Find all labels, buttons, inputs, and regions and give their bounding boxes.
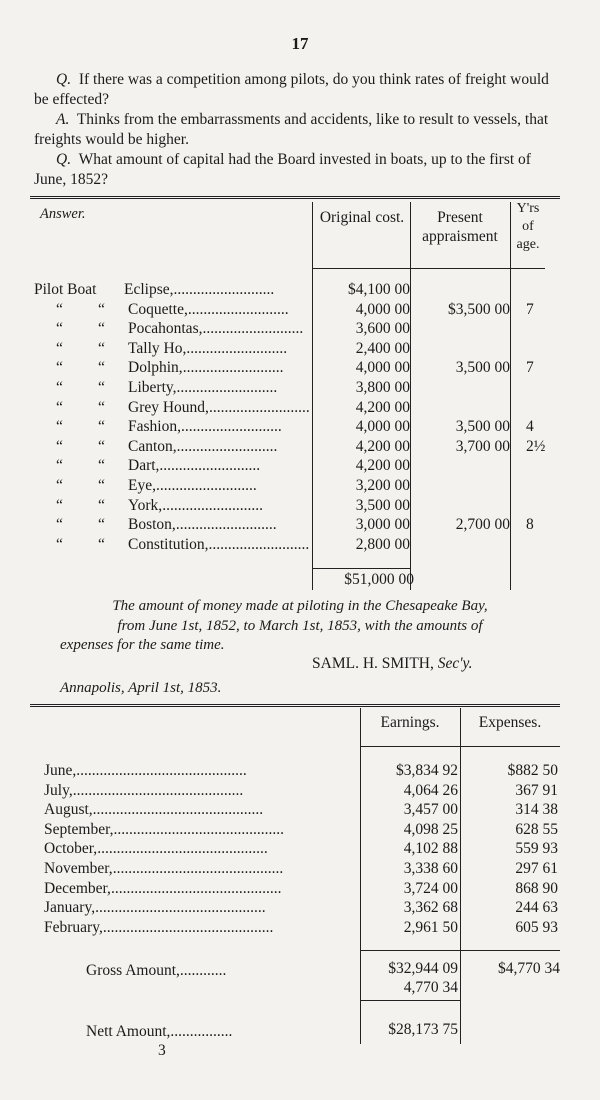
month-cell bbox=[44, 782, 356, 800]
leader-dots: .......................... bbox=[186, 339, 288, 357]
month-cell bbox=[44, 919, 356, 937]
ditto-mark: “ bbox=[56, 379, 63, 396]
ditto-mark: “ bbox=[98, 300, 105, 318]
qa-text: If there was a competition among pilots, do you think rates of freight would be effected? bbox=[34, 71, 549, 108]
qa-label: Q. bbox=[56, 71, 72, 88]
month-cell bbox=[44, 880, 356, 898]
boat-cost: 3,500 00 bbox=[355, 496, 410, 514]
table-row bbox=[0, 860, 600, 880]
header-rule bbox=[312, 268, 545, 269]
ditto-mark: “ bbox=[98, 339, 105, 357]
signature-title: Sec'y. bbox=[437, 655, 473, 672]
boat-appraisal: $3,500 00 bbox=[448, 300, 510, 318]
qa-label: A. bbox=[56, 111, 70, 128]
expenses-value: 559 93 bbox=[515, 840, 558, 858]
ditto-mark: “ bbox=[56, 359, 63, 377]
table-row bbox=[0, 919, 600, 939]
gross-label-text: Gross Amount, bbox=[86, 962, 180, 979]
qa-item bbox=[34, 70, 564, 110]
month-name: June, bbox=[44, 762, 77, 779]
earnings-value: 4,098 25 bbox=[403, 820, 458, 838]
boat-cost: 4,000 00 bbox=[355, 418, 410, 436]
expenses-value: $882 50 bbox=[507, 762, 558, 779]
qa-label: Q. bbox=[56, 151, 72, 168]
boat-name-text: Liberty, bbox=[128, 379, 177, 396]
table-row bbox=[0, 899, 600, 919]
table-row bbox=[0, 301, 600, 321]
note-line-1: The amount of money made at piloting in the Chesapeake Bay, bbox=[112, 598, 488, 614]
boat-name-text: Tally Ho, bbox=[128, 339, 187, 357]
table-row bbox=[0, 340, 600, 360]
earnings-value: 3,362 68 bbox=[403, 899, 458, 917]
leader-dots: ................ bbox=[170, 1023, 233, 1040]
leader-dots: .......................... bbox=[162, 496, 263, 514]
gross-earnings: $32,944 09 bbox=[388, 960, 458, 977]
table-row bbox=[0, 821, 600, 841]
place-date: Annapolis, April 1st, 1853. bbox=[60, 680, 222, 696]
month-cell bbox=[44, 821, 356, 839]
month-name: August, bbox=[44, 801, 93, 819]
ditto-mark: “ bbox=[56, 398, 63, 416]
note-line-3: expenses for the same time. bbox=[60, 637, 225, 653]
month-cell bbox=[44, 899, 356, 917]
expenses-value: 605 93 bbox=[515, 918, 558, 936]
month-cell bbox=[44, 840, 356, 858]
boat-appraisal: 3,500 00 bbox=[455, 418, 510, 436]
earnings-value: 4,064 26 bbox=[403, 781, 458, 799]
ditto-mark: “ bbox=[98, 535, 105, 553]
boat-appraisal: 3,700 00 bbox=[455, 437, 510, 455]
boat-age: 8 bbox=[526, 516, 534, 534]
table-rule-top bbox=[30, 704, 560, 709]
table-row bbox=[0, 359, 600, 379]
ditto-mark: “ bbox=[56, 437, 63, 455]
leader-dots: .......................... bbox=[176, 437, 278, 455]
boat-appraisal: 2,700 00 bbox=[455, 516, 510, 534]
boat-name-text: York, bbox=[128, 496, 163, 514]
ditto-mark: “ bbox=[56, 418, 63, 436]
boat-name bbox=[128, 320, 312, 338]
month-name: September, bbox=[44, 820, 114, 838]
leader-dots: ............................................ bbox=[97, 840, 268, 858]
table-row bbox=[0, 497, 600, 517]
month-name: February, bbox=[44, 918, 103, 936]
boat-name bbox=[128, 477, 312, 495]
nett-label bbox=[86, 1023, 232, 1041]
header-years-of-age: Y'rs of age. bbox=[516, 201, 540, 252]
boat-name-text: Dolphin, bbox=[128, 359, 183, 377]
ditto-mark: “ bbox=[56, 457, 63, 475]
month-name: October, bbox=[44, 840, 98, 858]
leader-dots: .......................... bbox=[175, 516, 277, 534]
boat-name bbox=[128, 438, 312, 456]
qa-block bbox=[34, 70, 564, 190]
header-earnings: Earnings. bbox=[380, 714, 440, 731]
ditto-mark: “ bbox=[56, 496, 63, 514]
header-present-appraisment: Present appraisment bbox=[422, 209, 498, 245]
table-row bbox=[0, 516, 600, 536]
leader-dots: ............................................ bbox=[113, 820, 285, 838]
signature-mark: 3 bbox=[158, 1042, 166, 1059]
table-row bbox=[0, 782, 600, 802]
qa-text: What amount of capital had the Board invested in boats, up to the first of June, 1852? bbox=[34, 151, 531, 188]
table-row bbox=[0, 840, 600, 860]
gross-label bbox=[86, 962, 226, 980]
boat-cost: 4,200 00 bbox=[355, 398, 410, 416]
boats-total: $51,000 00 bbox=[344, 571, 414, 588]
ditto-mark: “ bbox=[98, 437, 105, 455]
expenses-value: 244 63 bbox=[515, 899, 558, 917]
earnings-value: 3,338 60 bbox=[403, 860, 458, 877]
leader-dots: ............ bbox=[179, 962, 227, 979]
leader-dots: .......................... bbox=[187, 300, 289, 318]
note-line-2: from June 1st, 1852, to March 1st, 1853, with the amounts of bbox=[117, 618, 483, 634]
earnings-value: $3,834 92 bbox=[396, 762, 458, 779]
ditto-mark: “ bbox=[98, 477, 105, 494]
expenses-value: 367 91 bbox=[515, 781, 558, 799]
table-row bbox=[0, 880, 600, 900]
leader-dots: ............................................ bbox=[95, 899, 266, 917]
boat-cost: 2,800 00 bbox=[355, 535, 410, 553]
signature-name: SAML. H. SMITH, bbox=[312, 655, 434, 672]
qa-item bbox=[34, 150, 564, 190]
table-row bbox=[0, 536, 600, 556]
leader-dots: .......................... bbox=[176, 379, 278, 396]
table-row bbox=[0, 320, 600, 340]
boat-name bbox=[128, 399, 312, 417]
total-rule bbox=[312, 568, 410, 569]
month-cell bbox=[44, 860, 356, 878]
boat-name-text: Coquette, bbox=[128, 300, 188, 318]
qa-text: Thinks from the embarrassments and accidents, like to result to vessels, that freights would be higher. bbox=[34, 111, 549, 148]
ditto-mark: “ bbox=[56, 339, 63, 357]
header-rule bbox=[360, 746, 560, 747]
earnings-value: 4,102 88 bbox=[403, 840, 458, 858]
nett-rule bbox=[360, 1000, 460, 1001]
leader-dots: ............................................ bbox=[112, 860, 284, 877]
ditto-mark: “ bbox=[56, 516, 63, 534]
expenses-value: 628 55 bbox=[515, 820, 558, 838]
leader-dots: .......................... bbox=[155, 477, 257, 494]
ditto-mark: “ bbox=[56, 477, 63, 494]
boat-name bbox=[128, 379, 312, 397]
ditto-mark: “ bbox=[98, 457, 105, 475]
month-name: July, bbox=[44, 781, 73, 799]
boat-name-text: Boston, bbox=[128, 516, 176, 534]
boat-name bbox=[128, 340, 312, 358]
earnings-value: 3,724 00 bbox=[403, 879, 458, 897]
boat-name-text: Pocahontas, bbox=[128, 320, 203, 338]
boat-name bbox=[128, 301, 312, 319]
nett-label-text: Nett Amount, bbox=[86, 1023, 171, 1040]
table-row bbox=[0, 762, 600, 782]
expenses-value: 314 38 bbox=[515, 801, 558, 819]
boat-name-text: Eclipse, bbox=[124, 281, 174, 298]
gross-expenses: $4,770 34 bbox=[498, 960, 560, 977]
table-row bbox=[0, 801, 600, 821]
boat-age: 7 bbox=[526, 359, 534, 377]
table-row bbox=[0, 418, 600, 438]
boat-cost: 2,400 00 bbox=[355, 339, 410, 357]
month-name: December, bbox=[44, 879, 111, 897]
boat-name-text: Canton, bbox=[128, 437, 177, 455]
ditto-mark: “ bbox=[98, 320, 105, 338]
leader-dots: ............................................ bbox=[110, 879, 282, 897]
earnings-value: 3,457 00 bbox=[403, 801, 458, 819]
ditto-mark: “ bbox=[56, 320, 63, 338]
boat-appraisal: 3,500 00 bbox=[455, 359, 510, 377]
boat-cost: 4,000 00 bbox=[355, 359, 410, 377]
leader-dots: ............................................ bbox=[72, 781, 244, 799]
qa-item bbox=[34, 110, 564, 150]
page-number: 17 bbox=[291, 34, 309, 53]
header-original-cost: Original cost. bbox=[319, 209, 405, 226]
leader-dots: .......................... bbox=[208, 398, 310, 416]
leader-dots: .......................... bbox=[173, 281, 275, 298]
boat-age: 7 bbox=[526, 300, 534, 318]
table-row bbox=[0, 438, 600, 458]
gross-rule bbox=[360, 950, 560, 951]
ditto-mark: “ bbox=[98, 516, 105, 534]
boat-name-text: Dart, bbox=[128, 457, 160, 475]
boat-name bbox=[124, 281, 308, 299]
boat-name bbox=[128, 536, 312, 554]
signature bbox=[312, 655, 472, 673]
ditto-mark: “ bbox=[98, 379, 105, 396]
month-cell bbox=[44, 762, 356, 780]
table-row bbox=[0, 457, 600, 477]
boat-cost: 3,200 00 bbox=[355, 477, 410, 494]
boat-name bbox=[128, 516, 312, 534]
month-name: January, bbox=[44, 899, 96, 917]
earnings-value: 2,961 50 bbox=[403, 918, 458, 936]
boat-name bbox=[128, 359, 312, 377]
boat-age: 4 bbox=[526, 418, 534, 436]
leader-dots: .......................... bbox=[208, 535, 310, 553]
table-row bbox=[0, 379, 600, 399]
expenses-value: 297 61 bbox=[515, 860, 558, 877]
leader-dots: ............................................ bbox=[76, 762, 247, 779]
boat-name bbox=[128, 418, 312, 436]
boat-cost: 4,000 00 bbox=[355, 300, 410, 318]
boat-name-text: Grey Hound, bbox=[128, 398, 209, 416]
boat-name-text: Constitution, bbox=[128, 535, 209, 553]
boat-name-text: Eye, bbox=[128, 477, 156, 494]
boat-cost: 4,200 00 bbox=[355, 437, 410, 455]
leader-dots: .......................... bbox=[202, 320, 304, 338]
table-row bbox=[0, 281, 600, 301]
boat-cost: 3,800 00 bbox=[355, 379, 410, 396]
leader-dots: ............................................ bbox=[92, 801, 264, 819]
ditto-mark: “ bbox=[98, 418, 105, 436]
ditto-mark: “ bbox=[98, 398, 105, 416]
table-row bbox=[0, 477, 600, 497]
expenses-value: 868 90 bbox=[515, 879, 558, 897]
month-name: November, bbox=[44, 860, 113, 877]
boat-cost: 3,000 00 bbox=[355, 516, 410, 534]
ditto-mark: “ bbox=[98, 496, 105, 514]
table-row bbox=[0, 399, 600, 419]
boat-age: 2½ bbox=[526, 437, 546, 455]
leader-dots: .......................... bbox=[182, 359, 284, 377]
ditto-mark: “ bbox=[56, 300, 63, 318]
leader-dots: .......................... bbox=[159, 457, 261, 475]
boat-name-text: Fashion, bbox=[128, 418, 181, 436]
boat-cost: 4,200 00 bbox=[355, 457, 410, 475]
boat-prefix: Pilot Boat bbox=[34, 281, 97, 298]
answer-label: Answer. bbox=[40, 206, 86, 222]
month-cell bbox=[44, 801, 356, 819]
leader-dots: ............................................ bbox=[102, 918, 274, 936]
nett-amount: $28,173 75 bbox=[388, 1021, 458, 1038]
table-rule-top bbox=[30, 196, 560, 201]
boat-cost: $4,100 00 bbox=[348, 281, 410, 298]
leader-dots: .......................... bbox=[180, 418, 282, 436]
header-expenses: Expenses. bbox=[478, 714, 542, 731]
boat-name bbox=[128, 457, 312, 475]
ditto-mark: “ bbox=[56, 535, 63, 553]
boat-name bbox=[128, 497, 312, 515]
less-expenses: 4,770 34 bbox=[403, 979, 458, 996]
boat-cost: 3,600 00 bbox=[355, 320, 410, 338]
ditto-mark: “ bbox=[98, 359, 105, 377]
